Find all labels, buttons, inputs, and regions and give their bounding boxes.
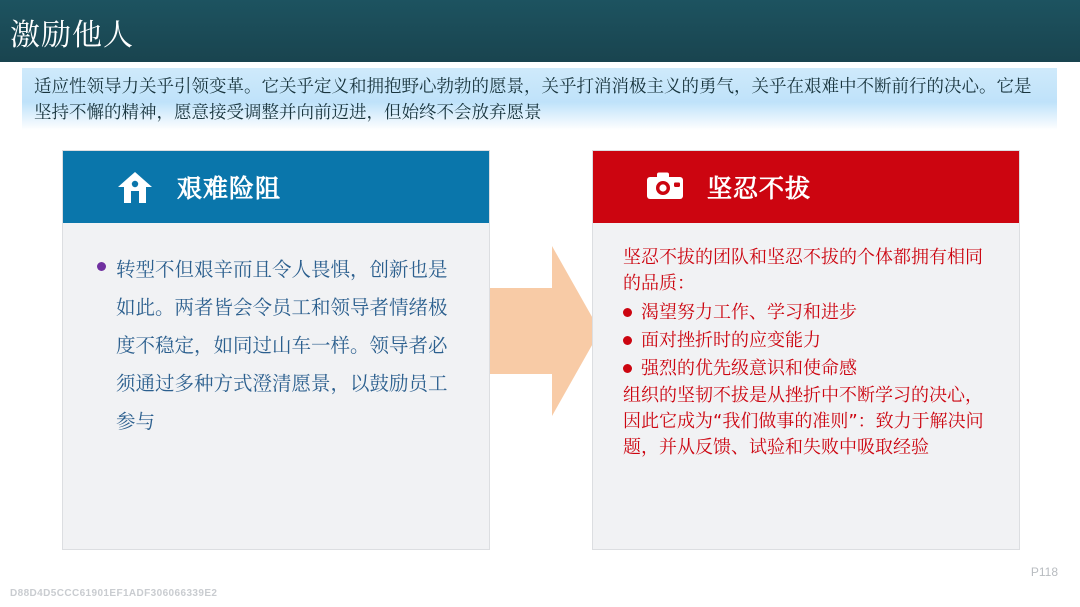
card-left-title: 艰难险阻	[177, 174, 282, 203]
footer-code: D88D4D5CCC61901EF1ADF306066339E2	[10, 588, 218, 599]
arrow-icon	[490, 246, 600, 416]
title-bar	[0, 0, 1080, 62]
card-right-title: 坚忍不拔	[707, 174, 812, 203]
camera-icon	[645, 167, 685, 207]
card-left-header	[63, 151, 489, 223]
card-left-body	[63, 223, 489, 441]
card-right-header	[593, 151, 1019, 223]
card-right-intro: 坚忍不拔的团队和坚忍不拔的个体都拥有相同的品质：	[623, 247, 983, 294]
card-right-list	[623, 299, 999, 383]
card-left	[62, 150, 490, 550]
list-item	[97, 251, 459, 441]
list-item-label: 渴望努力工作、学习和进步	[641, 302, 857, 323]
intro-band	[22, 68, 1057, 130]
page-title: 激励他人	[10, 18, 134, 53]
list-item	[623, 299, 999, 327]
list-item	[623, 355, 999, 383]
list-item-label: 强烈的优先级意识和使命感	[641, 358, 857, 379]
bullet-dot-icon	[623, 364, 632, 373]
bullet-dot-icon	[623, 336, 632, 345]
list-item-label: 面对挫折时的应变能力	[641, 330, 821, 351]
card-right	[592, 150, 1020, 550]
intro-text: 适应性领导力关乎引领变革。它关乎定义和拥抱野心勃勃的愿景，关乎打消消极主义的勇气，关乎在艰难中不断前行的决心。它是坚持不懈的精神，愿意接受调整并向前迈进，但始终不会放弃愿景	[34, 77, 1032, 123]
card-right-outro: 组织的坚韧不拔是从挫折中不断学习的决心，因此它成为“我们做事的准则”：致力于解决问题，并从反馈、试验和失败中吸取经验	[623, 385, 984, 458]
bullet-dot-icon	[97, 262, 106, 271]
bullet-dot-icon	[623, 308, 632, 317]
list-item	[623, 327, 999, 355]
page-number: P118	[1030, 565, 1058, 579]
card-left-bullet-text: 转型不但艰辛而且令人畏惧，创新也是如此。两者皆会令员工和领导者情绪极度不稳定，如同过山车一样。领导者必须通过多种方式澄清愿景，以鼓励员工参与	[116, 258, 448, 433]
home-icon	[115, 167, 155, 207]
card-right-body	[593, 223, 1019, 461]
